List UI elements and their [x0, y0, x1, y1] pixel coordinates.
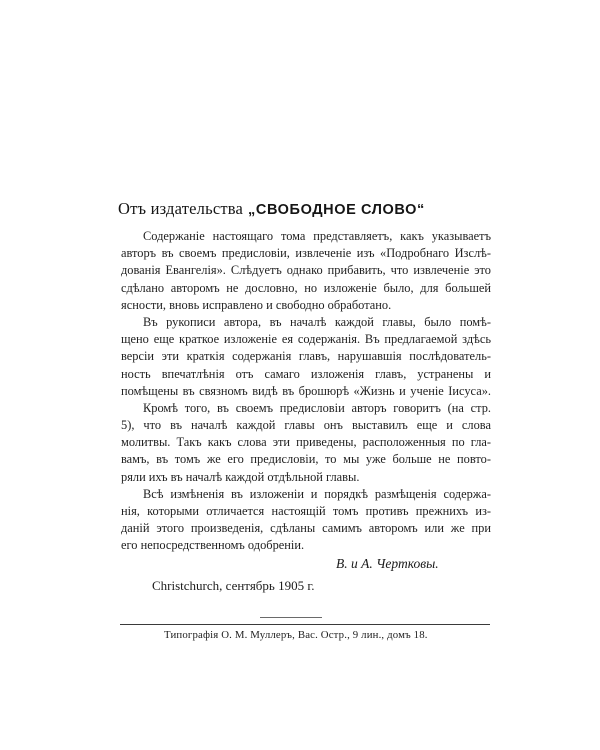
- text-line: вамъ, въ томъ же его предисловiи, то мы уже больше не повто-: [121, 452, 491, 467]
- text-line: сдѣлано авторомъ не дословно, но изложенiе было, для большей: [121, 280, 491, 295]
- text-line: версiи эти краткiя содержанiя главъ, нарушавшiя послѣдователь-: [121, 349, 491, 364]
- text-line: Всѣ измѣненiя въ изложенiи и порядкѣ размѣщенiя содержа-: [143, 486, 491, 501]
- paragraph-4: [121, 486, 491, 555]
- text-line: Кромѣ того, въ своемъ предисловiи авторъ говоритъ (на стр.: [143, 400, 491, 415]
- text-line: дованiя Евангелiя». Слѣдуетъ однако прибавить, что извлеченiе это: [121, 263, 491, 278]
- heading-prefix: Отъ издательства: [118, 199, 244, 218]
- text-line: щено еще краткое изложенiе ея содержанiя. Въ предлагаемой здѣсь: [121, 332, 491, 347]
- text-line: 5), что въ началѣ каждой главы онъ выставилъ еще и слова: [121, 418, 491, 433]
- text-line: ясности, вновь исправлено и свободно обработано.: [121, 297, 392, 312]
- paragraph-1: [121, 228, 491, 314]
- text-line: ряли ихъ въ началѣ каждой отдѣльной главы.: [121, 469, 360, 484]
- text-line: его непосредственномъ одобренiи.: [121, 538, 305, 553]
- short-divider: [260, 617, 322, 618]
- paragraph-3: [121, 400, 491, 486]
- text-line: данiй этого произведенiя, сдѣланы самимъ авторомъ или же при: [121, 521, 491, 536]
- text-line: нiя, которыми отличается настоящiй томъ противъ прежнихъ из-: [121, 504, 491, 518]
- text-line: помѣщены въ связномъ видѣ въ брошюрѣ «Жизнь и ученiе Iисуса».: [121, 383, 491, 398]
- body-text: [121, 228, 491, 555]
- text-line: Въ рукописи автора, въ началѣ каждой главы, было помѣ-: [143, 314, 491, 329]
- text-line: авторъ въ своемъ предисловiи, извлеченiе изъ «Подробнаго Изслѣ-: [121, 246, 491, 261]
- printer-imprint: Типографiя О. М. Муллеръ, Вас. Остр., 9 лин., домъ 18.: [164, 629, 428, 641]
- text-line: молитвы. Такъ какъ слова эти приведены, расположенныя по гла-: [121, 435, 491, 450]
- text-line: Содержанiе настоящаго тома представляетъ, какъ указываетъ: [143, 229, 491, 243]
- signature: В. и А. Чертковы.: [336, 556, 439, 571]
- place-date: Christchurch, сентябрь 1905 г.: [152, 578, 315, 593]
- footer-divider: [120, 624, 490, 625]
- page-heading: [118, 199, 488, 219]
- heading-publisher-name: „СВОБОДНОЕ СЛОВО“: [248, 202, 425, 218]
- paragraph-2: [121, 314, 491, 400]
- text-line: ность впечатлѣнiя отъ самаго изложенiя главъ, устранены и: [121, 366, 491, 381]
